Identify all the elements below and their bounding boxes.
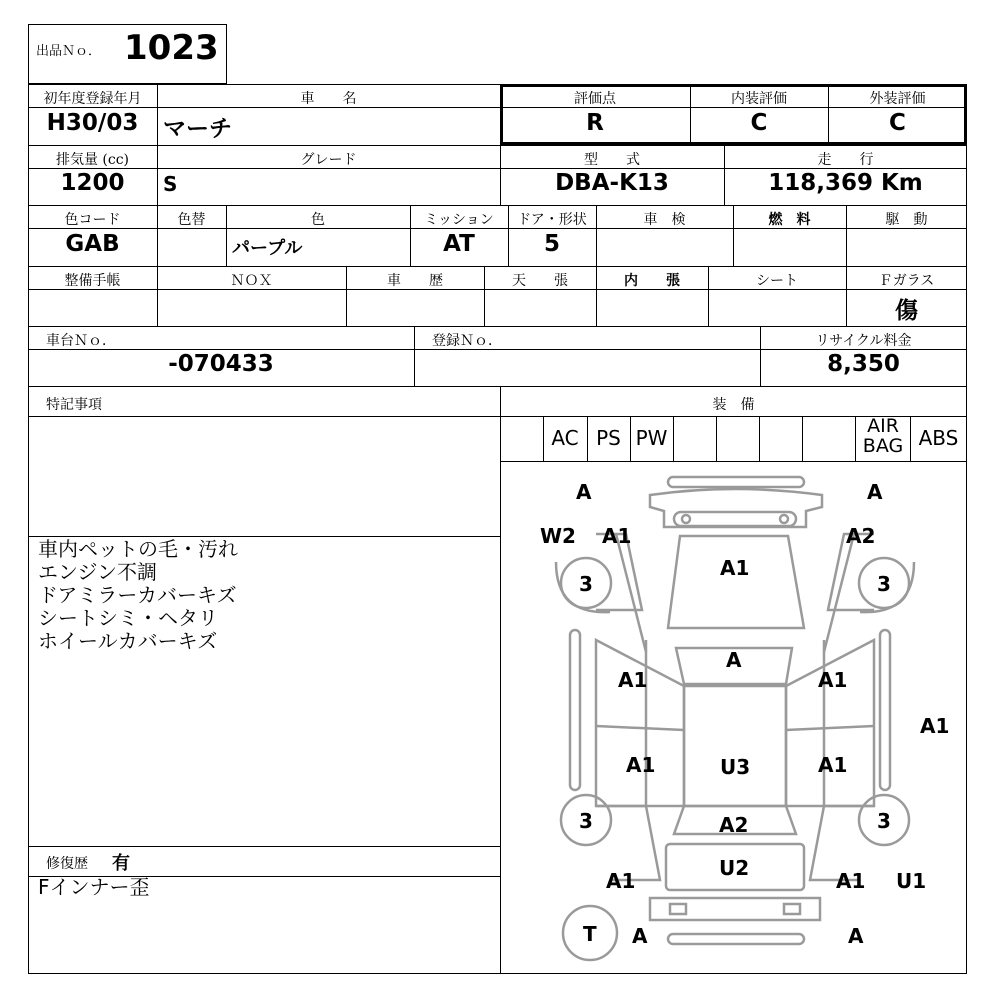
mark-windshield: A: [726, 648, 742, 672]
mark-rear-right-corner: A: [848, 924, 864, 948]
grade: S: [163, 172, 178, 196]
mark-rear-left-corner: A: [632, 924, 648, 948]
reg-date-label: 初年度登録年月: [43, 91, 142, 107]
remark-line: エンジン不調: [38, 560, 157, 584]
score: R: [586, 110, 604, 136]
mark-rear-right-u: U1: [896, 869, 927, 893]
mileage-label: 走 行: [817, 152, 874, 168]
mark-right-side-panel: A1: [920, 714, 950, 738]
mark-wheel-rr: 3: [877, 809, 891, 833]
chassis-number: -070433: [168, 351, 274, 377]
mark-rear-left-door: A1: [626, 753, 656, 777]
lot-label: 出品Ｎｏ．: [36, 44, 102, 59]
mileage: 118,369 Km: [768, 170, 923, 196]
reg-date: H30/03: [46, 110, 139, 136]
interior-label: 内装評価: [731, 91, 787, 107]
seat-label: シート: [756, 273, 798, 289]
recycle-label: リサイクル料金: [815, 333, 912, 349]
repair-value: 有: [112, 853, 130, 874]
mark-rear-glass: A2: [719, 813, 749, 837]
remark-line: ホイールカバーキズ: [38, 629, 218, 653]
score-label: 評価点: [574, 91, 616, 107]
nox-label: ＮＯＸ: [230, 273, 273, 289]
mark-front-right-corner: A: [867, 480, 883, 504]
inspection-label: 車 検: [643, 212, 686, 228]
mark-front-right-door: A1: [818, 668, 848, 692]
mark-front-left-corner: A: [576, 480, 592, 504]
mark-rear-right-door: A1: [818, 753, 848, 777]
mark-hood: A1: [720, 556, 750, 580]
doors: 5: [543, 231, 560, 257]
remarks-label: 特記事項: [46, 397, 102, 413]
mark-wheel-fr: 3: [877, 572, 891, 596]
sunroof-label: 天 張: [512, 273, 568, 289]
repair-label: 修復歴: [46, 856, 88, 872]
regno-label: 登録Ｎｏ．: [432, 333, 502, 349]
remark-line: 車内ペットの毛・汚れ: [38, 537, 238, 561]
repair-note: Fインナー歪: [38, 875, 150, 899]
fglass-label: Ｆガラス: [878, 273, 935, 289]
exterior-label: 外装評価: [869, 91, 926, 107]
transmission: AT: [443, 231, 475, 257]
lot-number: 1023: [124, 28, 219, 68]
interior-score: C: [750, 110, 768, 136]
history-label: 車 歴: [387, 273, 443, 289]
car-name-label: 車 名: [300, 91, 357, 107]
grade-label: グレード: [300, 152, 357, 168]
equipment-ac: AC: [551, 426, 579, 450]
mark-wheel-rl: 3: [579, 809, 593, 833]
service-book-label: 整備手帳: [64, 273, 121, 289]
fuel-label: 燃 料: [768, 212, 811, 228]
chassis-label: 車台Ｎｏ．: [46, 333, 116, 349]
model: DBA-K13: [555, 170, 669, 196]
mark-rear-right-quarter: A1: [836, 869, 866, 893]
mark-roof: U3: [720, 755, 751, 779]
equipment-label: 装 備: [712, 397, 755, 413]
mark-left-fender: W2: [540, 524, 576, 548]
displacement-label: 排気量 (cc): [55, 152, 130, 168]
equipment-pw: PW: [635, 426, 668, 450]
equipment-airbag: AIR BAG: [862, 415, 904, 457]
color-change-label: 色替: [177, 212, 206, 228]
displacement: 1200: [60, 170, 125, 196]
car-name: マーチ: [163, 116, 232, 142]
color: パープル: [232, 238, 303, 259]
doors-label: ドア・形状: [517, 212, 587, 228]
color-code: GAB: [65, 231, 120, 257]
model-label: 型 式: [584, 152, 640, 168]
exterior-score: C: [889, 110, 906, 136]
mark-rear-left-quarter: A1: [606, 869, 636, 893]
interior-trim-label: 内 張: [624, 273, 680, 289]
fglass-value: 傷: [895, 298, 918, 324]
equipment-ps: PS: [596, 426, 621, 450]
recycle-fee: 8,350: [827, 351, 900, 377]
mark-wheel-fl: 3: [579, 572, 593, 596]
mark-front-left-door: A1: [618, 668, 648, 692]
mark-trunk: U2: [719, 856, 750, 880]
remark-line: シートシミ・ヘタリ: [38, 606, 218, 630]
mark-spare-tire: T: [583, 922, 597, 946]
equipment-abs: ABS: [918, 426, 959, 450]
transmission-label: ミッション: [424, 212, 494, 228]
mark-left-fender-2: A1: [602, 524, 632, 548]
color-label: 色: [311, 212, 325, 228]
remark-line: ドアミラーカバーキズ: [38, 583, 237, 607]
color-code-label: 色コード: [64, 212, 121, 228]
mark-right-fender: A2: [846, 524, 876, 548]
drive-label: 駆 動: [885, 212, 928, 228]
